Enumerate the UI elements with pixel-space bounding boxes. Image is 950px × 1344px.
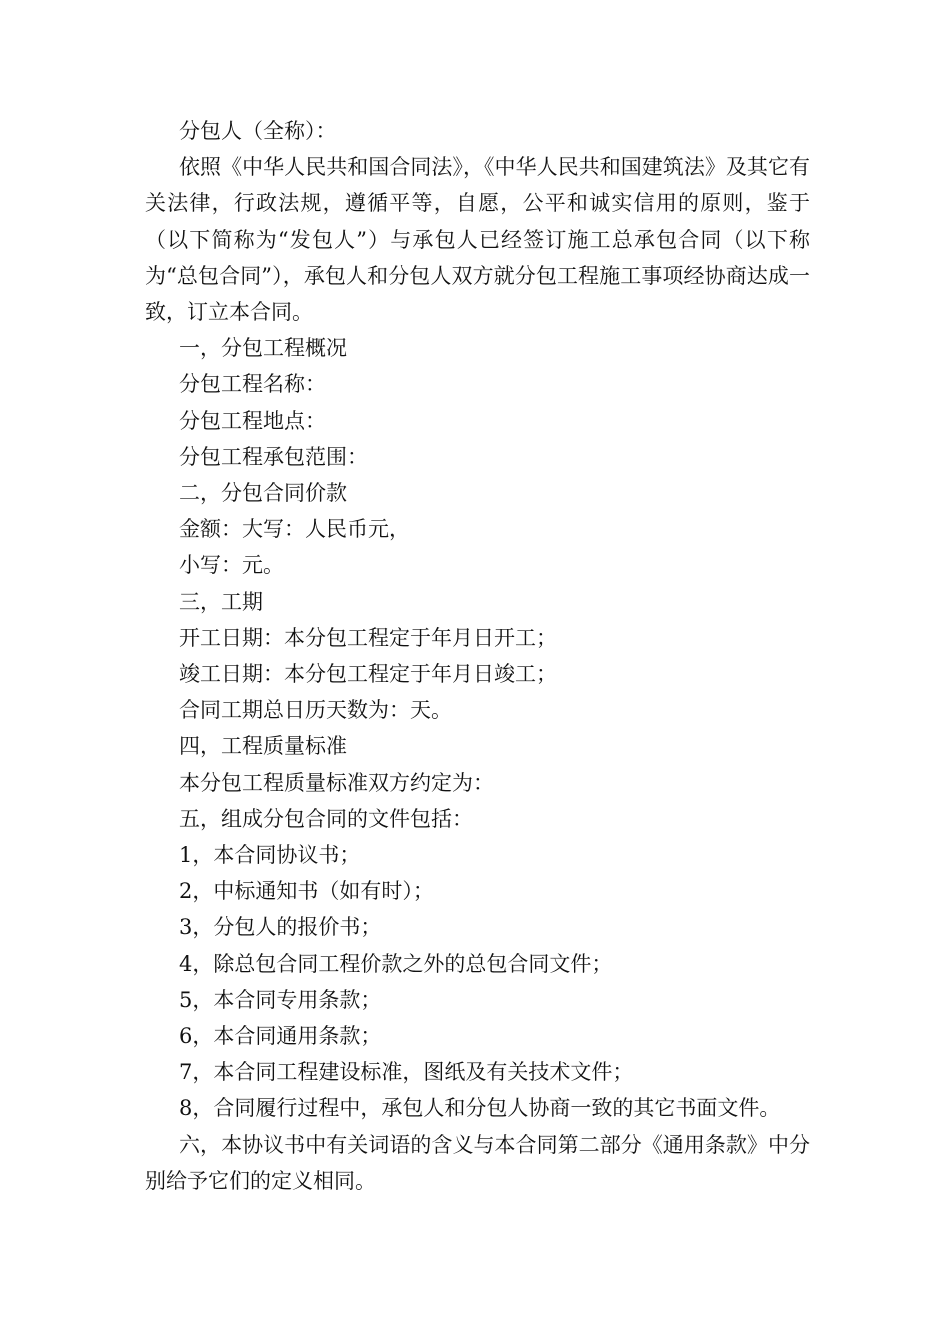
paragraph-preamble: 依照《中华人民共和国合同法》，《中华人民共和国建筑法》及其它有关法律，行政法规，遵循平等，自愿，公平和诚实信用的原则，鉴于（以下简称为“发包人”）与承包人已经签订施工总承包合同（以下称为“总包合同”），承包人和分包人双方就分包工程施工事项经协商达成一致，订立本合同。	[145, 155, 810, 325]
list-item-document-5: 5，本合同专用条款；	[179, 987, 382, 1012]
field-total-days: 合同工期总日历天数为：天。	[179, 698, 452, 723]
list-item-document-8: 8，合同履行过程中，承包人和分包人协商一致的其它书面文件。	[179, 1096, 781, 1121]
field-project-scope: 分包工程承包范围：	[179, 444, 368, 469]
list-item-document-3: 3，分包人的报价书；	[179, 915, 382, 940]
field-start-date: 开工日期：本分包工程定于年月日开工；	[179, 625, 557, 650]
section-heading-documents: 五，组成分包合同的文件包括：	[179, 806, 473, 831]
section-heading-quality: 四，工程质量标准	[179, 734, 347, 759]
list-item-document-4: 4，除总包合同工程价款之外的总包合同文件；	[179, 951, 613, 976]
field-completion-date: 竣工日期：本分包工程定于年月日竣工；	[179, 662, 557, 687]
paragraph-subcontractor-name: 分包人（全称）：	[179, 119, 337, 143]
list-item-document-1: 1，本合同协议书；	[179, 843, 361, 868]
section-heading-schedule: 三，工期	[179, 589, 263, 614]
list-item-document-7: 7，本合同工程建设标准，图纸及有关技术文件；	[179, 1060, 634, 1085]
field-quality-standard: 本分包工程质量标准双方约定为：	[179, 770, 494, 795]
field-amount-figures: 小写：元。	[179, 553, 284, 578]
document-body	[145, 113, 810, 1199]
paragraph-definitions: 六，本协议书中有关词语的含义与本合同第二部分《通用条款》中分别给予它们的定义相同。	[145, 1132, 810, 1193]
list-item-document-2: 2，中标通知书（如有时）；	[179, 879, 434, 904]
field-project-name: 分包工程名称：	[179, 372, 326, 397]
field-amount-words: 金额：大写：人民币元，	[179, 517, 410, 542]
list-item-document-6: 6，本合同通用条款；	[179, 1024, 382, 1049]
section-heading-overview: 一，分包工程概况	[179, 336, 347, 361]
section-heading-price: 二，分包合同价款	[179, 481, 347, 506]
field-project-location: 分包工程地点：	[179, 408, 326, 433]
